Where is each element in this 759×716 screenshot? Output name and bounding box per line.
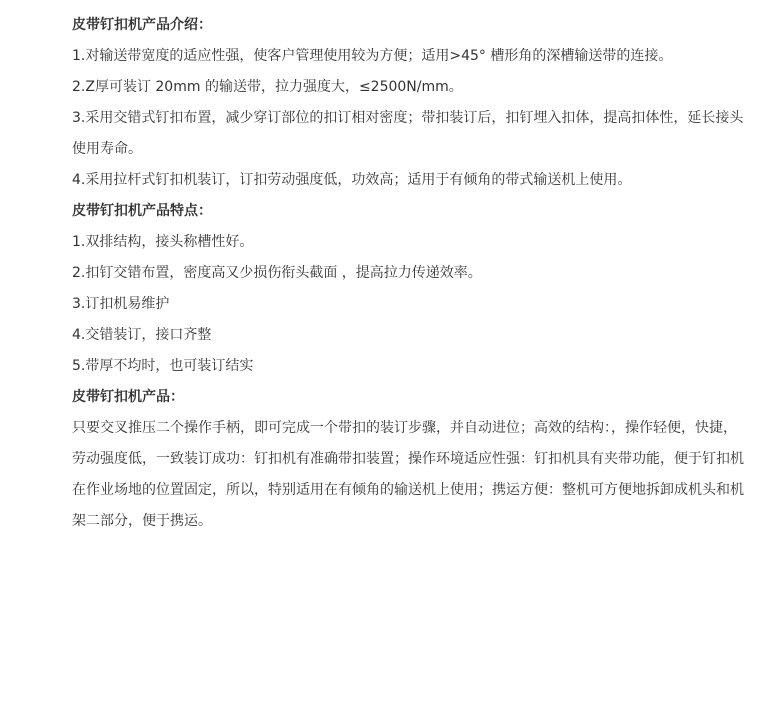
document-body	[72, 10, 744, 537]
product-paragraph: 只要交叉推压二个操作手柄，即可完成一个带扣的装订步骤，并自动进位；高效的结构：，操作轻便，快捷，劳动强度低，一致装订成功：钉扣机有准确带扣装置；操作环境适应性强：钉扣机具有夹带功能，便于钉扣机在作业场地的位置固定，所以，特别适用在有倾角的输送机上使用；携运方便：整机可方便地拆卸成机头和机架二部分，便于携运。	[72, 420, 744, 529]
features-item-3: 3.订扣机易维护	[72, 296, 170, 312]
intro-section-title: 皮带钉扣机产品介绍：	[72, 17, 212, 33]
features-item-2: 2.扣钉交错布置，密度高又少损伤衔头截面 ，提高拉力传递效率。	[72, 265, 482, 281]
product-section-title: 皮带钉扣机产品：	[72, 389, 184, 405]
features-item-1: 1.双排结构，接头称槽性好。	[72, 234, 254, 250]
intro-item-2: 2.Z厚可装订 20mm 的输送带，拉力强度大，≤2500N/mm。	[72, 79, 463, 95]
features-section-title: 皮带钉扣机产品特点：	[72, 203, 212, 219]
intro-item-3: 3.采用交错式钉扣布置，减少穿订部位的扣订相对密度；带扣装订后，扣钉埋入扣体，提高扣体性，延长接头使用寿命。	[72, 110, 744, 157]
cropped-heading-fragment	[138, 0, 608, 4]
features-item-5: 5.带厚不均时，也可装订结实	[72, 358, 254, 374]
intro-item-4: 4.采用拉杆式钉扣机装订，订扣劳动强度低，功效高；适用于有倾角的带式输送机上使用。	[72, 172, 632, 188]
features-item-4: 4.交错装订，接口齐整	[72, 327, 212, 343]
intro-item-1: 1.对输送带宽度的适应性强，使客户管理使用较为方便；适用>45° 槽形角的深槽输送带的连接。	[72, 48, 673, 64]
